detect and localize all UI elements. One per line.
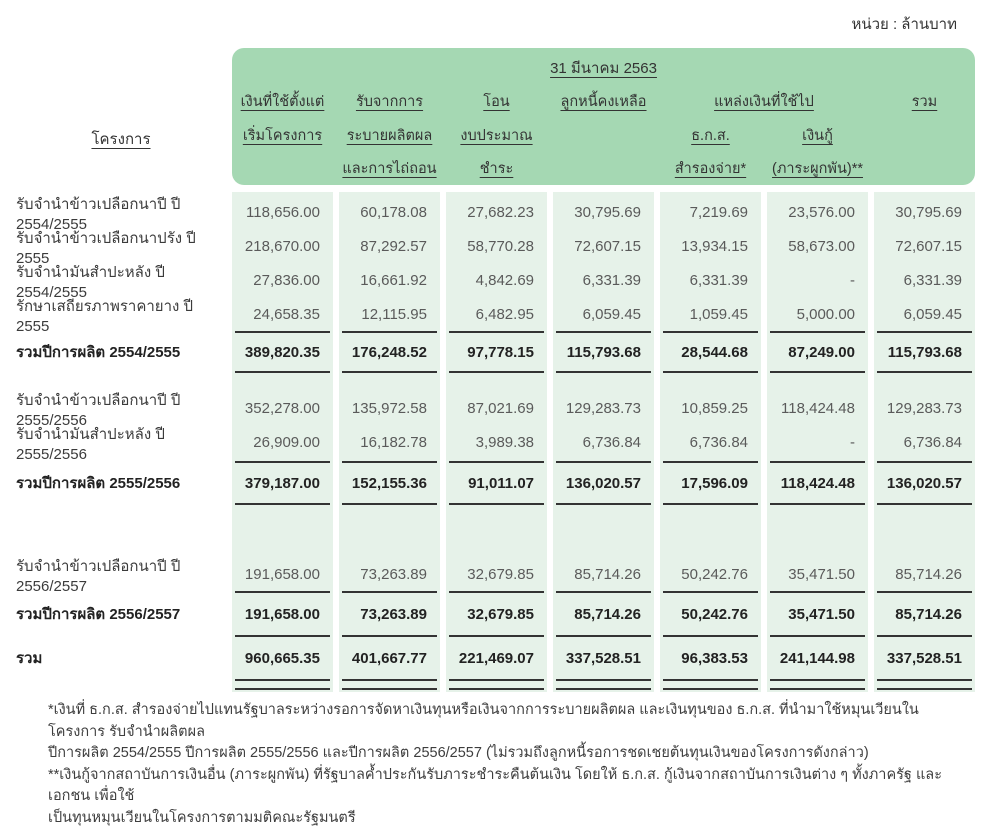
value-cell: 6,331.39 — [660, 260, 761, 301]
value-cell: 218,670.00 — [232, 226, 333, 267]
column-rule — [446, 368, 547, 376]
table-row — [16, 388, 975, 422]
column-rule — [232, 632, 333, 640]
column-rule — [446, 328, 547, 336]
subtotal-row — [16, 336, 975, 368]
double-rule — [446, 676, 547, 692]
column-rule — [232, 328, 333, 336]
column-rule — [553, 588, 654, 596]
spacer — [660, 376, 761, 388]
value-cell: 97,778.15 — [446, 336, 547, 368]
spacer — [660, 508, 761, 554]
column-rule — [553, 368, 654, 376]
double-rule — [553, 676, 654, 692]
rule-row — [16, 368, 975, 376]
value-cell: 118,424.48 — [767, 388, 868, 429]
spacer — [767, 376, 868, 388]
value-cell: 6,331.39 — [874, 260, 975, 301]
double-rule — [767, 676, 868, 692]
value-cell: 87,292.57 — [339, 226, 440, 267]
column-rule — [767, 500, 868, 508]
column-rule — [874, 588, 975, 596]
value-cell: 27,682.23 — [446, 192, 547, 233]
value-cell: 7,219.69 — [660, 192, 761, 233]
subtotal-label: รวมปีการผลิต 2556/2557 — [16, 596, 226, 632]
grand-total-row — [16, 640, 975, 676]
spacer — [232, 508, 333, 554]
value-cell: 191,658.00 — [232, 596, 333, 632]
value-cell: 6,736.84 — [660, 422, 761, 463]
value-cell: 50,242.76 — [660, 554, 761, 595]
column-rule — [232, 588, 333, 596]
rule-spacer — [16, 676, 226, 692]
column-rule — [339, 632, 440, 640]
value-cell: 191,658.00 — [232, 554, 333, 595]
value-cell: 72,607.15 — [874, 226, 975, 267]
value-cell: 23,576.00 — [767, 192, 868, 233]
value-cell: 6,059.45 — [553, 294, 654, 335]
value-cell: 58,673.00 — [767, 226, 868, 267]
value-cell: 13,934.15 — [660, 226, 761, 267]
value-cell: 136,020.57 — [553, 466, 654, 500]
value-cell: 241,144.98 — [767, 640, 868, 676]
value-cell: 87,021.69 — [446, 388, 547, 429]
grand-total-label: รวม — [16, 640, 226, 676]
column-rule — [767, 328, 868, 336]
value-cell: 12,115.95 — [339, 294, 440, 335]
value-cell: 72,607.15 — [553, 226, 654, 267]
project-label: รับจำนำข้าวเปลือกนาปี ปี 2554/2555 — [16, 192, 226, 233]
table-row — [16, 260, 975, 294]
project-column-header: โครงการ — [16, 48, 226, 185]
project-label: รับจำนำมันสำปะหลัง ปี 2554/2555 — [16, 260, 226, 301]
col-header-transfer: โอน — [446, 84, 547, 119]
value-cell: 24,658.35 — [232, 294, 333, 335]
double-rule — [874, 676, 975, 692]
table-row — [16, 192, 975, 226]
value-cell: 176,248.52 — [339, 336, 440, 368]
column-rule — [660, 500, 761, 508]
table-row — [16, 226, 975, 260]
spacer — [874, 376, 975, 388]
rule-row — [16, 500, 975, 508]
column-rule — [874, 632, 975, 640]
column-rule — [874, 328, 975, 336]
rule-spacer — [16, 328, 226, 336]
table-row — [16, 294, 975, 328]
column-rule — [660, 328, 761, 336]
unit-label: หน่วย : ล้านบาท — [851, 12, 957, 36]
column-rule — [446, 458, 547, 466]
value-cell: 30,795.69 — [874, 192, 975, 233]
col-header-debtors: ลูกหนี้คงเหลือ — [553, 84, 654, 119]
value-cell: 26,909.00 — [232, 422, 333, 463]
date-title: 31 มีนาคม 2563 — [232, 51, 975, 84]
col-header-baac-line2: สำรองจ่าย* — [660, 152, 761, 185]
value-cell: 85,714.26 — [553, 554, 654, 595]
col-header-source-group: แหล่งเงินที่ใช้ไป — [660, 84, 868, 119]
column-rule — [767, 632, 868, 640]
column-rule — [339, 368, 440, 376]
rule-spacer — [16, 588, 226, 596]
value-cell: 6,736.84 — [553, 422, 654, 463]
double-rule — [232, 676, 333, 692]
value-cell: 221,469.07 — [446, 640, 547, 676]
column-rule — [874, 500, 975, 508]
value-cell: 379,187.00 — [232, 466, 333, 500]
column-rule — [874, 368, 975, 376]
rule-spacer — [16, 500, 226, 508]
column-rule — [339, 458, 440, 466]
value-cell: 28,544.68 — [660, 336, 761, 368]
value-cell: 58,770.28 — [446, 226, 547, 267]
value-cell: 32,679.85 — [446, 596, 547, 632]
column-rule — [553, 328, 654, 336]
spacer — [16, 376, 226, 388]
double-rule-row — [16, 676, 975, 692]
value-cell: 135,972.58 — [339, 388, 440, 429]
column-rule — [660, 632, 761, 640]
value-cell: 35,471.50 — [767, 554, 868, 595]
header-body-gap — [16, 185, 975, 192]
column-rule — [446, 588, 547, 596]
column-rule — [767, 368, 868, 376]
col-header-funds-used: เงินที่ใช้ตั้งแต่ — [232, 84, 333, 119]
value-cell: 85,714.26 — [874, 554, 975, 595]
value-cell: 91,011.07 — [446, 466, 547, 500]
column-rule — [446, 632, 547, 640]
value-cell: 401,667.77 — [339, 640, 440, 676]
value-cell: 337,528.51 — [874, 640, 975, 676]
col-header-loan: เงินกู้ — [767, 119, 868, 152]
value-cell: 73,263.89 — [339, 596, 440, 632]
subtotal-row — [16, 466, 975, 500]
value-cell: 16,182.78 — [339, 422, 440, 463]
rule-row — [16, 588, 975, 596]
value-cell: 16,661.92 — [339, 260, 440, 301]
value-cell: 960,665.35 — [232, 640, 333, 676]
subtotal-label: รวมปีการผลิต 2555/2556 — [16, 466, 226, 500]
spacer — [339, 376, 440, 388]
table-header-row — [16, 48, 975, 185]
col-header-received: รับจากการ — [339, 84, 440, 119]
column-rule — [660, 368, 761, 376]
value-cell: 6,736.84 — [874, 422, 975, 463]
value-cell: 118,656.00 — [232, 192, 333, 233]
header-block — [232, 48, 975, 185]
col-header-transfer-line2: งบประมาณ — [446, 119, 547, 152]
value-cell: 3,989.38 — [446, 422, 547, 463]
project-label: รับจำนำข้าวเปลือกนาปี ปี 2556/2557 — [16, 554, 226, 595]
footnote-line: เป็นทุนหมุนเวียนในโครงการตามมติคณะรัฐมนตรี — [48, 808, 966, 829]
spacer-row — [16, 508, 975, 554]
value-cell: 337,528.51 — [553, 640, 654, 676]
column-rule — [339, 328, 440, 336]
project-label: รับจำนำข้าวเปลือกนาปี ปี 2555/2556 — [16, 388, 226, 429]
value-cell: 136,020.57 — [874, 466, 975, 500]
spacer-row — [16, 376, 975, 388]
value-cell: 35,471.50 — [767, 596, 868, 632]
value-cell: 352,278.00 — [232, 388, 333, 429]
footnote-line: *เงินที่ ธ.ก.ส. สำรองจ่ายไปแทนรัฐบาลระหว่างรอการจัดหาเงินทุนหรือเงินจากการระบายผลิตผล และเงินทุนของ ธ.ก.ส. ที่นำมาใช้หมุนเวียนในโครงการ รับจำนำผลิตผล — [48, 700, 966, 743]
value-cell: 85,714.26 — [553, 596, 654, 632]
value-cell: 50,242.76 — [660, 596, 761, 632]
table-row — [16, 422, 975, 458]
value-cell: 27,836.00 — [232, 260, 333, 301]
value-cell: 6,331.39 — [553, 260, 654, 301]
rule-spacer — [16, 458, 226, 466]
col-header-total: รวม — [874, 84, 975, 119]
value-cell: 5,000.00 — [767, 294, 868, 335]
value-cell: 1,059.45 — [660, 294, 761, 335]
project-label: รับจำนำข้าวเปลือกนาปรัง ปี 2555 — [16, 226, 226, 267]
col-header-transfer-line3: ชำระ — [446, 152, 547, 185]
value-cell: 10,859.25 — [660, 388, 761, 429]
spacer — [767, 508, 868, 554]
value-cell: - — [767, 422, 868, 463]
column-rule — [660, 458, 761, 466]
spacer — [874, 508, 975, 554]
table-row — [16, 554, 975, 588]
value-cell: 96,383.53 — [660, 640, 761, 676]
value-cell: 6,059.45 — [874, 294, 975, 335]
project-label: รับจำนำมันสำปะหลัง ปี 2555/2556 — [16, 422, 226, 463]
value-cell: 17,596.09 — [660, 466, 761, 500]
rule-spacer — [16, 632, 226, 640]
column-rule — [446, 500, 547, 508]
rule-row — [16, 632, 975, 640]
value-cell: 152,155.36 — [339, 466, 440, 500]
column-rule — [660, 588, 761, 596]
value-cell: 87,249.00 — [767, 336, 868, 368]
footnotes — [48, 700, 966, 829]
col-header-funds-used-line2: เริ่มโครงการ — [232, 119, 333, 152]
value-cell: 6,482.95 — [446, 294, 547, 335]
value-cell: 129,283.73 — [553, 388, 654, 429]
projects-table — [16, 48, 975, 692]
value-cell: 32,679.85 — [446, 554, 547, 595]
col-header-received-line3: และการไถ่ถอน — [339, 152, 440, 185]
value-cell: 115,793.68 — [553, 336, 654, 368]
spacer — [553, 508, 654, 554]
column-rule — [339, 500, 440, 508]
double-rule — [339, 676, 440, 692]
spacer — [339, 508, 440, 554]
value-cell: 115,793.68 — [874, 336, 975, 368]
value-cell: 4,842.69 — [446, 260, 547, 301]
column-rule — [767, 588, 868, 596]
column-rule — [339, 588, 440, 596]
rule-spacer — [16, 368, 226, 376]
spacer — [446, 508, 547, 554]
subtotal-row — [16, 596, 975, 632]
project-label: รักษาเสถียรภาพราคายาง ปี 2555 — [16, 294, 226, 335]
subtotal-label: รวมปีการผลิต 2554/2555 — [16, 336, 226, 368]
column-rule — [232, 458, 333, 466]
value-cell: 85,714.26 — [874, 596, 975, 632]
footnote-line: **เงินกู้จากสถาบันการเงินอื่น (ภาระผูกพัน) ที่รัฐบาลค้ำประกันรับภาระชำระคืนต้นเงิน โดยให้ ธ.ก.ส. กู้เงินจากสถาบันการเงินต่าง ๆ ทั้งภาครัฐ และเอกชน เพื่อใช้ — [48, 765, 966, 808]
column-rule — [553, 632, 654, 640]
value-cell: 389,820.35 — [232, 336, 333, 368]
col-header-received-line2: ระบายผลิตผล — [339, 119, 440, 152]
value-cell: - — [767, 260, 868, 301]
spacer — [232, 376, 333, 388]
col-header-baac: ธ.ก.ส. — [660, 119, 761, 152]
rule-row — [16, 458, 975, 466]
spacer — [553, 376, 654, 388]
value-cell: 129,283.73 — [874, 388, 975, 429]
value-cell: 30,795.69 — [553, 192, 654, 233]
column-rule — [232, 500, 333, 508]
spacer — [446, 376, 547, 388]
col-header-loan-line2: (ภาระผูกพัน)** — [767, 152, 868, 185]
double-rule — [660, 676, 761, 692]
column-rule — [874, 458, 975, 466]
spacer — [16, 508, 226, 554]
column-rule — [767, 458, 868, 466]
value-cell: 60,178.08 — [339, 192, 440, 233]
column-rule — [553, 500, 654, 508]
column-rule — [232, 368, 333, 376]
value-cell: 118,424.48 — [767, 466, 868, 500]
rule-row — [16, 328, 975, 336]
footnote-line: ปีการผลิต 2554/2555 ปีการผลิต 2555/2556 และปีการผลิต 2556/2557 (ไม่รวมถึงลูกหนี้รอการชดเชยต้นทุนเงินของโครงการดังกล่าว) — [48, 743, 966, 765]
column-rule — [553, 458, 654, 466]
value-cell: 73,263.89 — [339, 554, 440, 595]
